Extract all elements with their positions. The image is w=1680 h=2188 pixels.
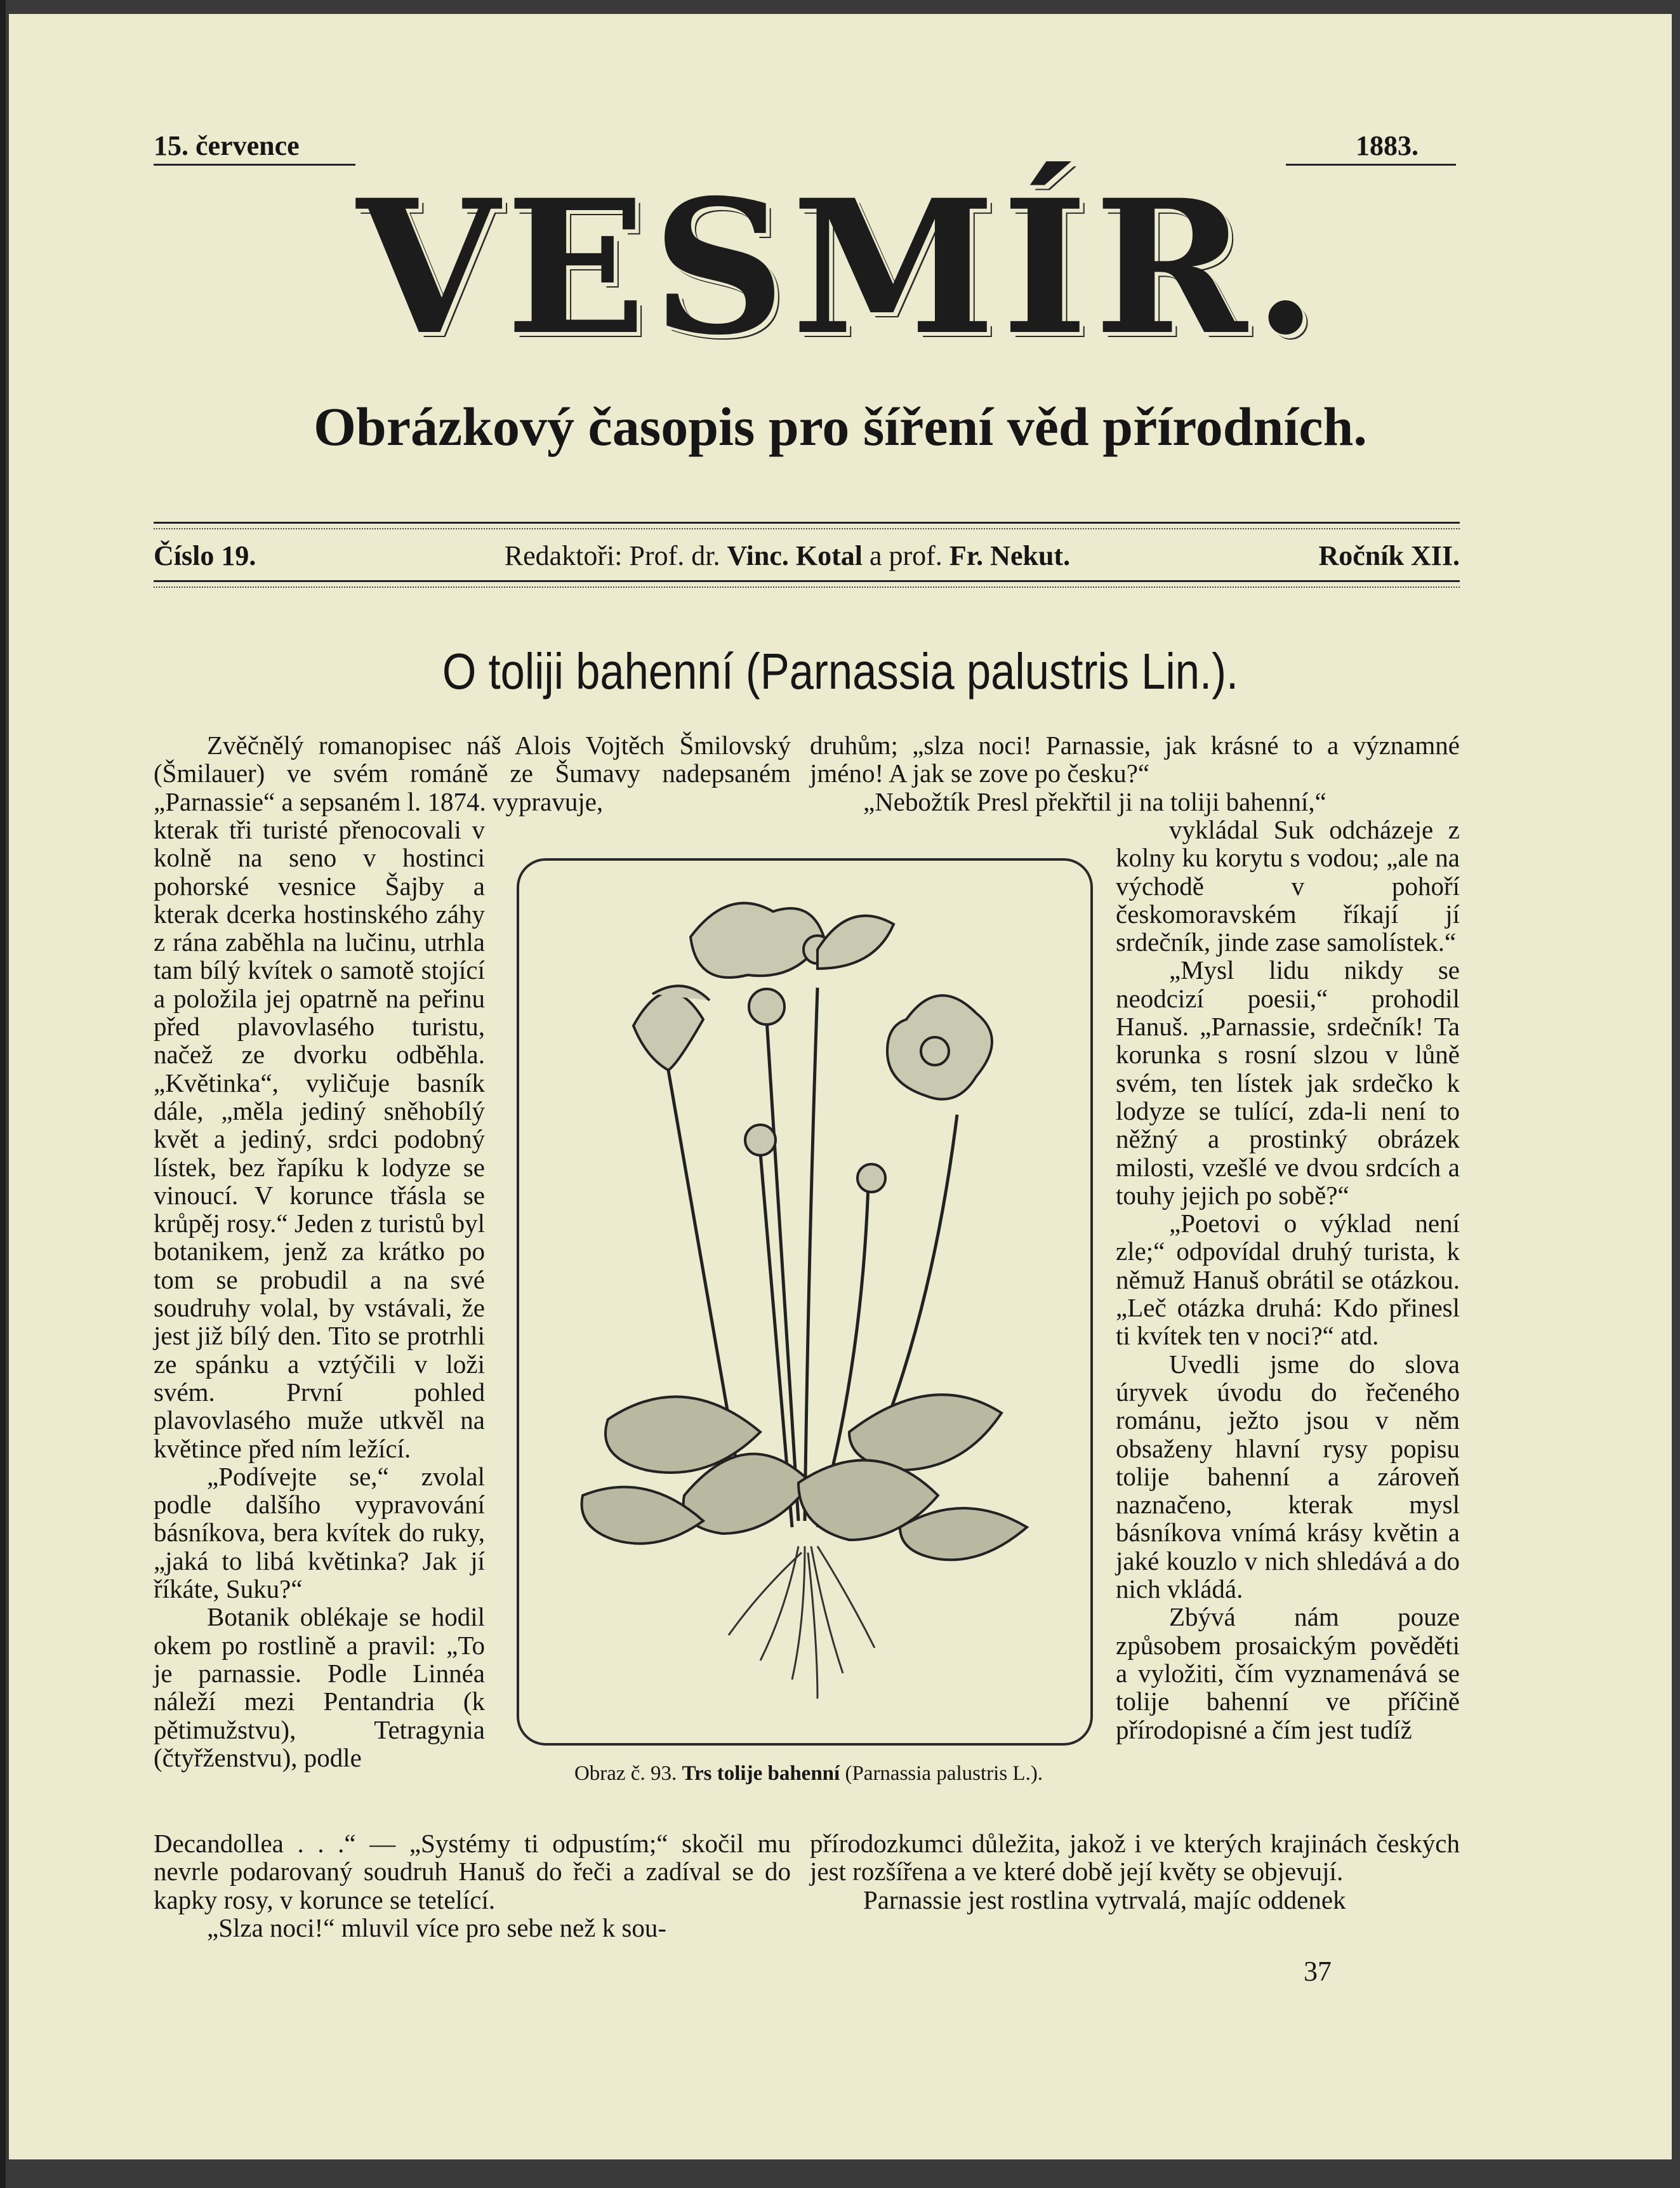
article-title: O toliji bahenní (Parnassia palustris Lin.). <box>442 643 1239 699</box>
paragraph: „Podívejte se,“ zvolal podle dalšího vypravování básníkova, bera kvítek do ruky, „jaká to libá květinka? Jak jí říkáte, Suku?“ <box>154 1461 485 1604</box>
volume-number: Ročník XII. <box>1318 540 1460 571</box>
paragraph: kterak tři turisté přenocovali v kolně na seno v hostinci pohorské vesnice Šajby a kterak dcerka hostinského záhy z rána zaběhla na lučinu, utrhla tam bílý kvítek o samotě stojící a položila jej opatrně na peřinu před plavovlasého turistu, načež ze dvorku odběhla. „Květinka“, vyličuje basník dále, „měla jediný sněhobílý květ a jediný, srdci podobný lístek, bez řapíku k lodyze se vinoucí. V korunce třásla se krůpěj rosy.“ Jeden z turistů byl botanikem, jenž za krátko po tom se probudil a na své soudruhy volal, by vstávali, že jest již bílý den. Tito se protrhli ze spánku a vztýčili v loži svém. První pohled plavovlasého muže utkvěl na květince před ním ležící. <box>154 815 485 1463</box>
issue-year: 1883. <box>1356 130 1419 161</box>
right-column-bottom <box>810 1829 1460 1914</box>
editor-name: Fr. Nekut. <box>949 540 1071 571</box>
paragraph: Botanik oblékaje se hodil okem po rostlině a pravil: „To je parnassie. Podle Linnéa náleží mezi Pentandria (k pětimužstvu), Tetragynia (čtyřženstvu), podle <box>154 1602 485 1772</box>
left-column-top <box>154 731 791 816</box>
page-binding-edge <box>0 0 6 2188</box>
header-rule-bottom <box>154 580 1460 582</box>
left-column-narrow <box>154 816 485 1772</box>
paragraph: Parnassie jest rostlina vytrvalá, majíc oddenek <box>863 1885 1346 1914</box>
masthead-title: VESMÍR. <box>356 160 1325 376</box>
paragraph: druhům; „slza noci! Parnassie, jak krásné to a významné jméno! A jak se zove po česku?“ <box>810 731 1460 788</box>
editors-line: Redaktoři: Prof. dr. Vinc. Kotal a prof. Fr. Nekut. <box>504 540 1071 571</box>
left-column-bottom <box>154 1829 791 1942</box>
issue-date: 15. července <box>154 130 300 161</box>
issue-number: Číslo 19. <box>154 540 256 571</box>
paragraph: Zbývá nám pouze způsobem prosaickým pověděti a vyložiti, čím vyznamenává se tolije bahenní ve příčině přírodopisné a čím jest tudíž <box>1116 1602 1460 1744</box>
header-rule-top <box>154 522 1460 524</box>
issue-info-row <box>154 540 1460 572</box>
plant-illustration-frame <box>517 858 1093 1746</box>
figure-caption: Obraz č. 93. Trs tolije bahenní (Parnassia palustris L.). <box>574 1762 1043 1785</box>
editor-name: Vinc. Kotal <box>727 540 863 571</box>
paragraph: Decandollea . . .“ — „Systémy ti odpustím;“ skočil mu nevrle podarovaný soudruh Hanuš do řeči a zadíval se do kapky rosy, v korunce se tetelící. <box>154 1829 791 1914</box>
date-underline <box>154 164 355 166</box>
paragraph: „Slza noci!“ mluvil více pro sebe než k sou- <box>207 1913 667 1942</box>
paragraph: přírodozkumci důležita, jakož i ve kterých krajinách českých jest rozšířena a ve které době její květy se objevují. <box>810 1829 1460 1886</box>
journal-page <box>9 14 1672 2159</box>
paragraph: „Nebožtík Presl překřtil ji na toliji bahenní,“ <box>863 786 1326 816</box>
header-rule-bottom-dotted <box>154 587 1460 588</box>
paragraph: „Mysl lidu nikdy se neodcizí poesii,“ prohodil Hanuš. „Parnassie, srdečník! Ta korunka s rosní slzou v lůně svém, ten lístek jak srdečko k lodyze se tulící, zda-li není to něžný a prostinký obrázek milosti, vzešlé ve dvou srdcích a touhy jejich po sobě?“ <box>1116 955 1460 1210</box>
paragraph: Uvedli jsme do slova úryvek úvodu do řečeného románu, ježto jsou v něm obsaženy hlavní rysy popisu tolije bahenní a zároveň naznačeno, kterak mysl básníkova vnímá krásy květin a jaké kouzlo v nich shledává a do nich vkládá. <box>1116 1349 1460 1604</box>
page-number: 37 <box>1304 1956 1332 1987</box>
right-column-top <box>810 731 1460 816</box>
paragraph: vykládal Suk odcházeje z kolny ku korytu s vodou; „ale na východě v pohoří českomoravském říkají jí srdečník, jinde zase samolístek.“ <box>1116 815 1460 957</box>
header-rule-top-dotted <box>154 528 1460 529</box>
paragraph: Zvěčnělý romanopisec náš Alois Vojtěch Šmilovský (Šmilauer) ve svém románě ze Šumavy nadepsaném „Parnassie“ a sepsaném l. 1874. vypravuje, <box>154 731 791 816</box>
masthead-subtitle: Obrázkový časopis pro šíření věd přírodních. <box>314 396 1367 457</box>
paragraph: „Poetovi o výklad není zle;“ odpovídal druhý turista, k němuž Hanuš obrátil se otázkou. „Leč otázka druhá: Kdo přinesl ti kvítek ten v noci?“ atd. <box>1116 1209 1460 1351</box>
right-column-narrow <box>1116 816 1460 1744</box>
parnassia-plant-illustration <box>519 861 1090 1743</box>
